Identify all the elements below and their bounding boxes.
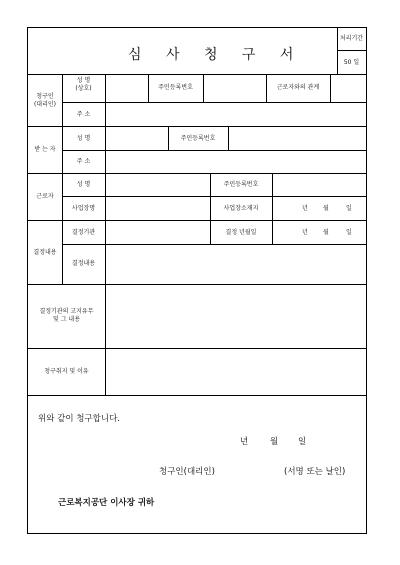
- decision-agency-label: 결정기관: [71, 229, 96, 236]
- divider: [105, 74, 106, 395]
- worker-resident-id-label: 주민등록번호: [223, 181, 259, 188]
- workplace-location-label: 사업장소재지: [223, 205, 259, 212]
- processing-period-label: 처리기간: [339, 35, 364, 42]
- declaration-date-month: 월: [270, 437, 279, 447]
- divider: [272, 173, 273, 244]
- decision-content-label: 결정내용: [71, 260, 96, 267]
- divider: [203, 74, 204, 102]
- decision-date-month: 월: [323, 229, 329, 236]
- worker-date-year: 년: [302, 205, 308, 212]
- divider: [28, 173, 366, 174]
- worker-date-month: 월: [323, 205, 329, 212]
- appeal-form: [27, 27, 367, 534]
- recipient-section-label: 받 는 자: [34, 146, 56, 153]
- notification-label: 결정기관의 고지유무: [39, 308, 94, 315]
- worker-date-day: 일: [346, 205, 352, 212]
- claimant-name-label: 성 명: [76, 77, 91, 84]
- purpose-label: 청구취지 및 이유: [44, 368, 89, 375]
- divider: [62, 150, 366, 151]
- recipient-name-label: 성 명: [76, 135, 91, 142]
- decision-date-label: 결정 년월일: [225, 229, 257, 236]
- addressee: 근로복지공단 이사장 귀하: [58, 498, 155, 508]
- divider: [337, 50, 366, 51]
- divider: [228, 126, 229, 150]
- form-title: 심 사 청 구 서: [128, 47, 304, 63]
- divider: [62, 102, 366, 103]
- claimant-address-label: 주 소: [76, 111, 91, 118]
- worker-name-label: 성 명: [76, 181, 91, 188]
- declaration-date-day: 일: [298, 437, 307, 447]
- workplace-name-label: 사업장명: [71, 205, 96, 212]
- claimant-resident-id-label: 주민등록번호: [158, 84, 193, 91]
- notification-sublabel: 및 그 내용: [53, 316, 80, 323]
- recipient-resident-id-label: 주민등록번호: [180, 135, 216, 142]
- divider: [28, 220, 366, 221]
- claimant-section-label: 청구인: [36, 93, 54, 100]
- decision-date-day: 일: [346, 229, 352, 236]
- claimant-relation-label: 근로자와의 관계: [276, 84, 320, 91]
- divider: [28, 284, 366, 285]
- declaration-date-year: 년: [240, 437, 249, 447]
- divider: [28, 395, 366, 396]
- worker-section-label: 근로자: [36, 193, 54, 200]
- divider: [62, 244, 366, 245]
- divider: [28, 74, 366, 75]
- claimant-section-sublabel: (대리인): [33, 101, 57, 108]
- divider: [330, 74, 331, 102]
- processing-period-value: 50 일: [343, 59, 360, 66]
- divider: [28, 126, 366, 127]
- decision-date-year: 년: [302, 229, 308, 236]
- divider: [28, 348, 366, 349]
- claimant-signature-label: 청구인(대리인): [159, 467, 215, 477]
- declaration-statement: 위와 같이 청구합니다.: [38, 414, 121, 424]
- claimant-trade-name-label: (상호): [75, 85, 92, 92]
- recipient-address-label: 주 소: [76, 158, 91, 165]
- signature-or-seal-label: (서명 또는 날인): [284, 467, 346, 477]
- divider: [62, 74, 63, 284]
- decision-section-label: 결정내용: [33, 249, 57, 256]
- divider: [62, 196, 366, 197]
